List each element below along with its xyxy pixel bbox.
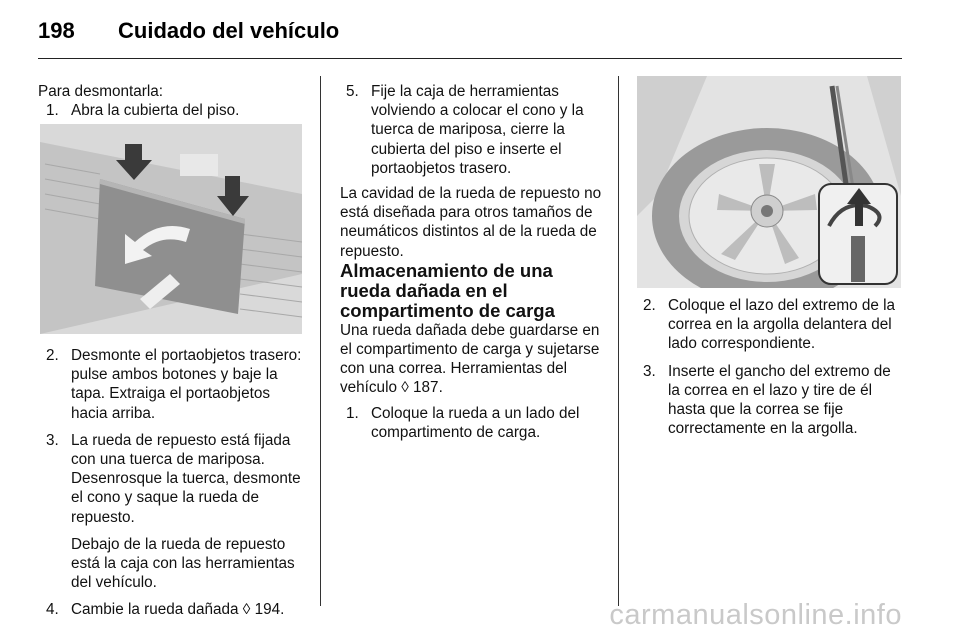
step-text: La rueda de repuesto está fijada con una tuerca de mariposa. Desenrosque la tuerca, desmonte el cono y saque la rueda de repuesto. xyxy=(71,431,301,526)
step-number: 1. xyxy=(346,404,359,422)
step-5 xyxy=(346,82,602,178)
paragraph: La cavidad de la rueda de repuesto no está diseñada para otros tamaños de neumáticos distintos al de la rueda de repuesto. xyxy=(340,185,602,260)
column-divider-2 xyxy=(618,76,619,606)
step-1 xyxy=(46,101,306,120)
intro-text: Para desmontarla: xyxy=(38,83,163,100)
column-3 xyxy=(643,296,905,438)
step-number: 3. xyxy=(46,431,59,449)
page-ref: 187. xyxy=(413,379,443,397)
column-1 xyxy=(38,82,306,120)
column-2 xyxy=(340,82,602,442)
step-text: Abra la cubierta del piso. xyxy=(71,102,240,120)
step-text: Coloque la rueda a un lado del compartimento de carga. xyxy=(371,404,580,441)
watermark: carmanualsonline.info xyxy=(609,599,902,631)
step-4 xyxy=(46,600,308,619)
spare-wheel-illustration xyxy=(637,76,901,288)
page-title: Cuidado del vehículo xyxy=(118,18,340,43)
step-number: 2. xyxy=(643,297,656,314)
step-3-note: Debajo de la rueda de repuesto está la caja con las herramientas del vehículo. xyxy=(71,535,295,592)
column-1-continued xyxy=(46,346,308,620)
step-3b xyxy=(643,362,905,439)
step-text: Cambie la rueda dañada xyxy=(71,601,239,619)
step-number: 2. xyxy=(46,347,59,364)
rear-storage-illustration xyxy=(40,124,302,334)
step-text: Inserte el gancho del extremo de la correa en el lazo y tire de él hasta que la correa se fije correctamente en la argolla. xyxy=(668,362,891,438)
section-heading: Almacenamiento de una rueda dañada en el compartimento de carga xyxy=(340,259,555,321)
step-number: 5. xyxy=(346,83,359,100)
step-3 xyxy=(46,431,308,527)
step-text: Fije la caja de herramientas volviendo a colocar el cono y la tuerca de mariposa, cierre la cubierta del piso e inserte el portaobjetos trasero. xyxy=(371,83,584,177)
step-text: Desmonte el portaobjetos trasero: pulse ambos botones y baje la tapa. Extraiga el portaobjetos hacia arriba. xyxy=(71,347,302,422)
figure-rear-storage xyxy=(40,124,302,334)
figure-spare-wheel-strap xyxy=(637,76,901,288)
page-ref-icon: ◊ xyxy=(401,379,409,397)
header-rule xyxy=(38,58,902,59)
step-number: 3. xyxy=(643,362,656,380)
page-header xyxy=(38,18,339,44)
step-number: 4. xyxy=(46,601,59,619)
step-2 xyxy=(46,346,308,423)
paragraph xyxy=(340,321,602,398)
step-text: Coloque el lazo del extremo de la correa en la argolla delantera del lado correspondiente. xyxy=(668,297,896,353)
page-ref-icon: ◊ xyxy=(242,601,251,619)
page-ref: 194. xyxy=(254,601,285,619)
step-2b xyxy=(643,296,905,354)
step-number: 1. xyxy=(46,102,59,120)
step-1b xyxy=(346,404,602,442)
page-number: 198 xyxy=(38,18,75,43)
column-divider-1 xyxy=(320,76,321,606)
paragraph-text: Una rueda dañada debe guardarse en el compartimento de carga y sujetarse con una correa. Herramientas del vehículo xyxy=(340,321,600,397)
